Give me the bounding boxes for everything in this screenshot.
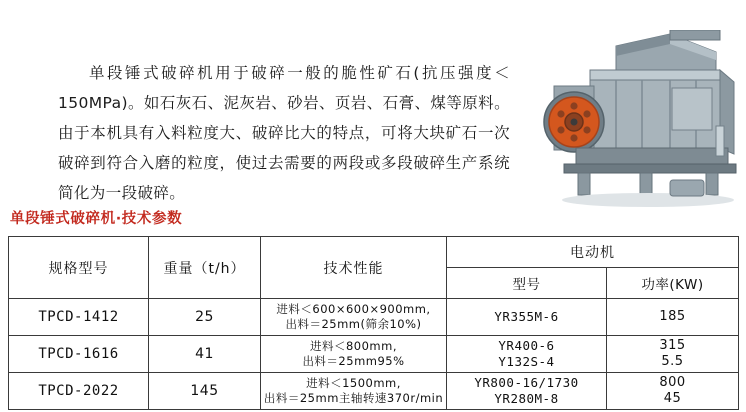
- motor-power-line: 185: [659, 309, 686, 324]
- crusher-machine-illustration: [520, 30, 740, 212]
- motor-type-line: Y132S-4: [498, 354, 555, 369]
- performance-line: 进料＜800mm,: [309, 339, 397, 353]
- header-weight: 重量（t/h）: [149, 237, 261, 299]
- cell-model: TPCD-1412: [9, 299, 149, 336]
- header-motor-group: 电动机: [447, 237, 739, 268]
- cell-weight: 25: [149, 299, 261, 336]
- performance-line: 进料＜1500mm,: [306, 376, 401, 390]
- cell-motor-power: [607, 336, 739, 373]
- page-title: 单段锤式破碎机·技术参数: [10, 211, 183, 227]
- header-motor-power: 功率(KW): [607, 268, 739, 299]
- header-performance: 技术性能: [261, 237, 447, 299]
- table-header-row: [9, 237, 739, 268]
- header-model: 规格型号: [9, 237, 149, 299]
- motor-power-line: 5.5: [661, 354, 684, 369]
- cell-motor-power: [607, 299, 739, 336]
- cell-performance: [261, 299, 447, 336]
- motor-power-line: 800: [659, 375, 686, 390]
- motor-type-line: YR280M-8: [494, 391, 559, 406]
- cell-performance: [261, 336, 447, 373]
- performance-line: 出料＝25mm(筛余10%): [285, 317, 422, 331]
- header-motor-type: 型号: [447, 268, 607, 299]
- cell-motor-type: [447, 299, 607, 336]
- performance-line: 出料＝25mm主轴转速370r/min: [263, 391, 444, 405]
- motor-type-line: YR800-16/1730: [474, 375, 579, 390]
- cell-model: TPCD-2022: [9, 373, 149, 410]
- table-row: [9, 299, 739, 336]
- cell-model: TPCD-1616: [9, 336, 149, 373]
- performance-line: 出料＝25mm95%: [302, 354, 405, 368]
- cell-motor-type: [447, 336, 607, 373]
- performance-line: 进料＜600×600×900mm,: [276, 302, 431, 316]
- motor-power-line: 315: [659, 338, 686, 353]
- cell-weight: 145: [149, 373, 261, 410]
- cell-motor-power: [607, 373, 739, 410]
- spec-table: [8, 236, 739, 410]
- cell-weight: 41: [149, 336, 261, 373]
- table-row: [9, 336, 739, 373]
- intro-section: [0, 30, 746, 210]
- motor-type-line: YR355M-6: [494, 309, 559, 324]
- table-row: [9, 373, 739, 410]
- motor-type-line: YR400-6: [498, 338, 555, 353]
- intro-paragraph: 单段锤式破碎机用于破碎一般的脆性矿石(抗压强度＜150MPa)。如石灰石、泥灰岩、砂岩、页岩、石膏、煤等原料。由于本机具有入料粒度大、破碎比大的特点，可将大块矿石一次破碎到符合入磨的粒度，使过去需要的两段或多段破碎生产系统简化为一段破碎。: [58, 63, 510, 202]
- cell-motor-type: [447, 373, 607, 410]
- spec-table-container: [8, 236, 738, 410]
- cell-performance: [261, 373, 447, 410]
- motor-power-line: 45: [663, 391, 682, 406]
